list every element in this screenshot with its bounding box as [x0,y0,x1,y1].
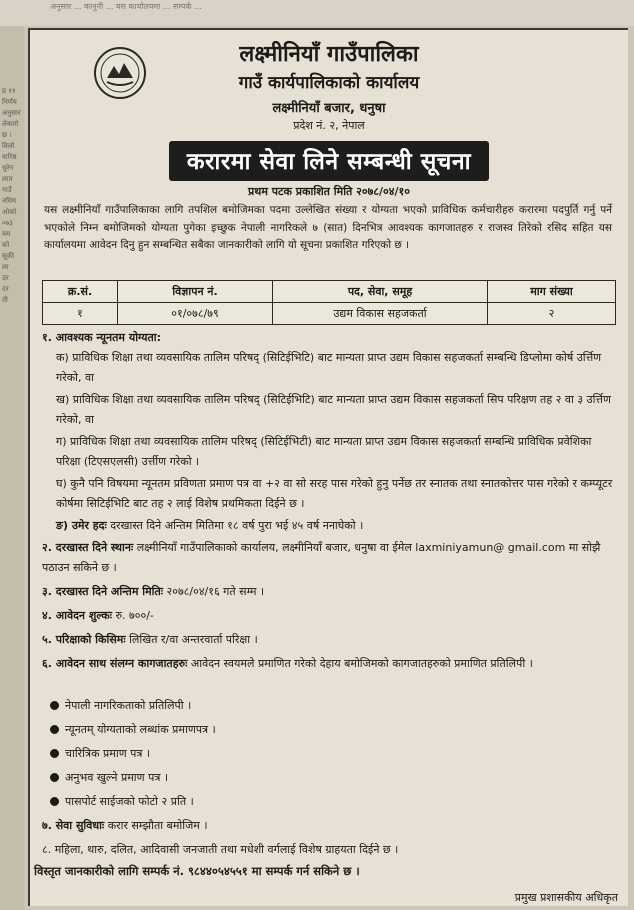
table-header-row [43,281,616,303]
qualification-gha: घ) कुनै पनि विषयमा न्यूनतम प्रविणता प्रमाण पत्र वा +२ वा सो सरह पास गरेको हुनु पर्नेछ तर स्नातक तथा स्नातकोत्तर पास गरेको र कम्प्यूटर कोर्षमा सिटिईभिटि बाट तह २ लाई विशेष प्रथमिकता दिईने छ । [56,477,613,510]
fee-text: रु. ७००/- [115,609,154,622]
signatory-title: प्रमुख प्रशासकीय अधिकृत [514,891,618,904]
notice-title: करारमा सेवा लिने सम्बन्धी सूचना [169,141,489,181]
publish-date: प्रथम पटक प्रकाशित मिति २०७८/०४/१० [248,185,410,198]
col-header-post: पद, सेवा, समूह [273,281,488,303]
col-header-ad-no: विज्ञापन नं. [118,281,273,303]
office-name: गाउँ कार्यपालिकाको कार्यालय [238,73,420,93]
bullet-icon [50,749,59,758]
list-item: चारित्रिक प्रमाण पत्र । [50,744,150,764]
qualification-ka: क) प्राविधिक शिक्षा तथा व्यवसायिक तालिम परिषद् (सिटिईभिटि) बाट मान्यता प्राप्त उद्यम विकास सहजकर्ता सम्बन्धि डिप्लोमा कोर्ष उर्त्तिण गरेको, वा [56,351,602,384]
qualification-ga: ग) प्राविधिक शिक्षा तथा व्यवसायिक तालिम परिषद् (सिटिईभिटी) बाट मान्यता प्राप्त उद्यम विकास सहजकर्ता सम्बन्धि प्राविधिक प्रवेशिका परिक्षा (टिएसएलसी) उर्त्तीण गरेको । [56,435,592,468]
required-documents [42,654,616,674]
office-address: लक्ष्मीनियाँ बजार, धनुषा [272,101,386,116]
last-date-label: ३. दरखास्त दिने अन्तिम मितिः [42,585,164,598]
fee-label: ४. आवेदन शुल्कः [42,609,112,622]
municipality-name: लक्ष्मीनियाँ गाउँपालिका [239,42,419,67]
cell-ad-no: ०१/०७८/७९ [118,303,273,325]
documents-text: आवेदन स्वयमले प्रमाणित गरेको देहाय बमोजिमको कागजातहरुको प्रमाणित प्रतिलिपी । [190,657,533,670]
contact-line: विस्तृत जानकारीको लागि सम्पर्क नं. ९८४४०५४५५१ मा सम्पर्क गर्न सकिने छ । [34,864,360,878]
place-label: २. दरखास्त दिने स्थानः [42,541,134,554]
qualification-heading: १. आवश्यक न्यूनतम योग्यता: [42,331,162,344]
list-item: अनुभव खुल्ने प्रमाण पत्र । [50,768,168,788]
place-text: लक्ष्मीनियाँ गाउँपालिकाको कार्यालय, लक्ष्मीनियाँ बजार, धनुषा वा ईमेल laxminiyamun@ gmail.com मा सोझै पठाउन सकिने छ । [42,541,601,574]
age-text: दरखास्त दिने अन्तिम मितिमा १८ वर्ष पुरा भई ४५ वर्ष ननाघेको । [110,519,364,532]
notice-document [28,28,628,906]
qualification-kha: ख) प्राविधिक शिक्षा तथा व्यवसायिक तालिम परिषद् (सिटिईभिटि) बाट मान्यता प्राप्त उद्यम विकास सहजकर्ता सिप परिक्षण तह २ वा ३ उर्त्तिण गरेको, वा [56,393,611,426]
table-row [43,303,616,325]
service-facility [42,816,616,836]
facility-label: ७. सेवा सुविधाः [42,819,105,832]
intro-paragraph: यस लक्ष्मीनियाँ गाउँपालिकाका लागि तपशिल बमोजिमका पदमा उल्लेखित संख्या र योग्यता भएको प्राविधिक कर्मचारीहरु करारमा पदपुर्ति गर्नु पर्ने भएकोले निम्न बमोजिमको योग्यता पुगेका इच्छुक नेपाली नागरिकले ७ (सात) दिनभित्र आवश्यक कागजातहरु र राजस्व तिरेको रसिद सहित यस कार्यालयमा आवेदन दिनु हुन सम्बन्धित सबैका जानकारीको लागि यो सूचना प्रकाशित गरिएको छ । [44,204,612,251]
age-limit [56,516,614,536]
bullet-icon [50,701,59,710]
col-header-demand: माग संख्या [488,281,616,303]
title-banner-wrap [30,141,628,181]
application-fee [42,606,616,626]
list-item: नेपाली नागरिकताको प्रतिलिपी । [50,696,191,716]
bullet-icon [50,773,59,782]
bullet-icon [50,725,59,734]
cell-demand: २ [488,303,616,325]
age-label: ङ) उमेर हदः [56,519,107,532]
list-item: न्यूनतम् योग्यताको लब्धांक प्रमाणपत्र । [50,720,216,740]
documents-label: ६. आवेदन साथ संलग्न कागजातहरुः [42,657,188,670]
last-date [42,582,616,602]
last-date-text: २०७८/०४/१६ गते सम्म । [166,585,265,598]
adjacent-page-strip: अनुसार ... कानुनी ... यस कार्यालयमा ... सम्पर्क ... [0,0,634,26]
facility-text: करार सम्झौता बमोजिम । [107,819,208,832]
bullet-icon [50,797,59,806]
application-place [42,538,616,578]
exam-label: ५. परिक्षाको किसिमः [42,633,126,646]
exam-type [42,630,616,650]
province-line: प्रदेश नं. २, नेपाल [293,119,365,132]
cell-post: उद्यम विकास सहजकर्ता [273,303,488,325]
col-header-sn: क्र.सं. [43,281,118,303]
post-table [42,280,616,325]
list-item: पासपोर्ट साईजको फोटो २ प्रति । [50,792,194,812]
exam-text: लिखित र/वा अन्तरवार्ता परिक्षा । [129,633,258,646]
cell-sn: १ [43,303,118,325]
priority-note: ८. महिला, थारु, दलित, आदिवासी जनजाती तथा मधेशी वर्गलाई विशेष ग्राहयता दिईने छ । [42,843,399,856]
adjacent-column-strip: प्र ११ निर्णय अनुसार लेकारो छ । विलो वारिष्ठ चुरेन लात गाउँ नमिम ओको ०७३ यम को सूकी ला उर दर ती [0,26,24,910]
